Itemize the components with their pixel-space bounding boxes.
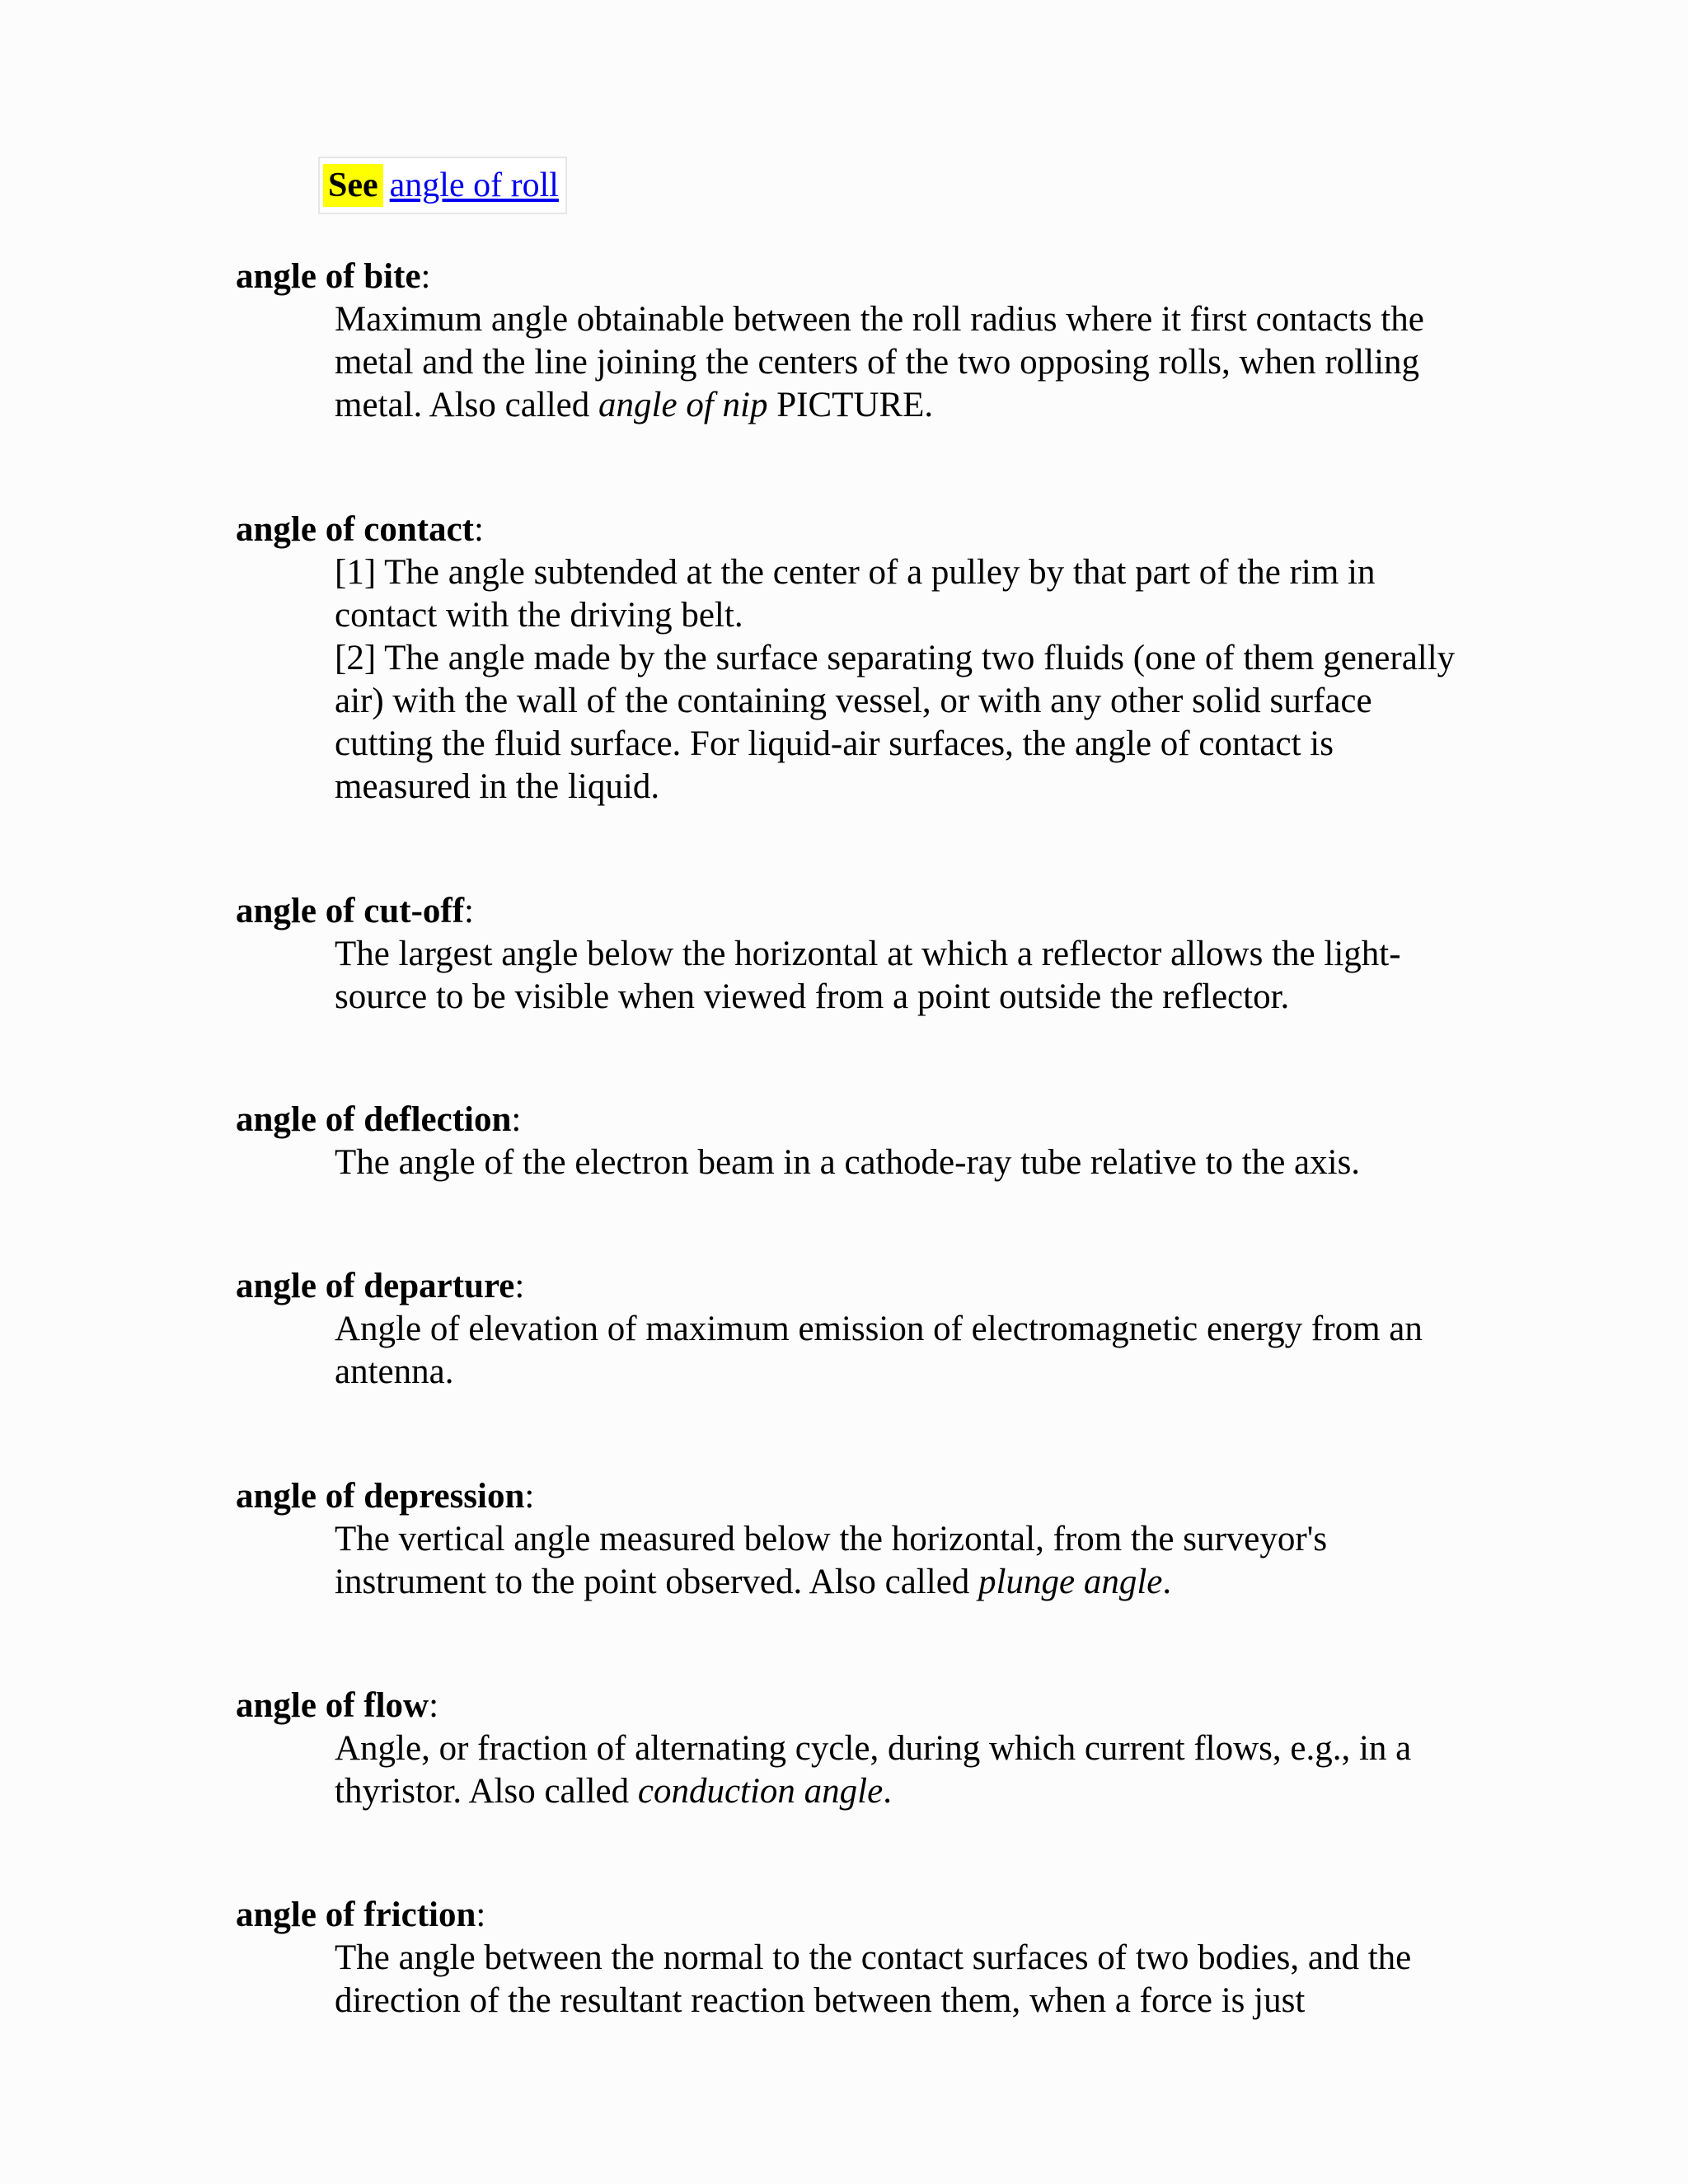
entry-definition <box>335 933 1472 1019</box>
definition-text: The angle between the normal to the contact surfaces of two bodies, and the direction of the resultant reaction between them, when a force is just <box>335 1938 1412 2020</box>
entry-definition <box>335 1141 1472 1184</box>
term-colon: : <box>429 1686 439 1725</box>
entry-angle-of-bite <box>236 255 1456 427</box>
entry-angle-of-friction <box>236 1894 1456 2022</box>
entry-angle-of-cut-off <box>236 890 1456 1019</box>
entry-definition <box>335 1308 1472 1394</box>
definition-text: Maximum angle obtainable between the roll radius where it first contacts the metal and the line joining the centers of the two opposing rolls, when rolling metal. Also called <box>335 300 1424 424</box>
term-colon: : <box>524 1477 535 1516</box>
definition-text: Angle, or fraction of alternating cycle, during which current flows, e.g., in a thyristor. Also called <box>335 1729 1412 1811</box>
entry-definition <box>335 1727 1472 1813</box>
term-text: angle of bite <box>236 257 421 296</box>
term-text: angle of friction <box>236 1896 476 1934</box>
entry-definition <box>335 551 1472 808</box>
definition-sense-1: [1] The angle subtended at the center of a pulley by that part of the rim in contact with the driving belt. <box>335 553 1376 635</box>
term-text: angle of contact <box>236 510 474 549</box>
term-colon: : <box>474 510 484 549</box>
term-colon: : <box>420 257 431 296</box>
term-text: angle of flow <box>236 1686 429 1725</box>
term-colon: : <box>511 1100 522 1139</box>
entry-term <box>236 1475 1456 1518</box>
entry-term <box>236 1894 1456 1937</box>
term-text: angle of deflection <box>236 1100 512 1139</box>
definition-text-end: . <box>883 1772 892 1811</box>
definition-text: The angle of the electron beam in a cathode-ray tube relative to the axis. <box>335 1143 1361 1182</box>
entry-term <box>236 890 1456 933</box>
see-also-box <box>318 157 567 214</box>
entry-definition <box>335 1937 1472 2022</box>
entry-term <box>236 255 1456 298</box>
definition-italic: plunge angle <box>978 1563 1163 1601</box>
entry-term <box>236 1685 1456 1727</box>
entry-angle-of-contact <box>236 509 1456 808</box>
term-colon: : <box>514 1267 525 1305</box>
term-text: angle of departure <box>236 1267 515 1305</box>
entry-angle-of-depression <box>236 1475 1456 1604</box>
term-text: angle of cut-off <box>236 892 465 930</box>
entry-angle-of-departure <box>236 1265 1456 1394</box>
definition-italic: angle of nip <box>598 386 768 424</box>
see-link-angle-of-roll[interactable]: angle of roll <box>389 166 559 204</box>
entry-definition <box>335 298 1472 427</box>
entry-angle-of-deflection <box>236 1099 1456 1184</box>
entry-angle-of-flow <box>236 1685 1456 1813</box>
definition-text-end: PICTURE. <box>767 386 934 424</box>
entry-definition <box>335 1518 1472 1604</box>
definition-italic: conduction angle <box>637 1772 884 1811</box>
see-label: See <box>323 164 383 207</box>
term-text: angle of depression <box>236 1477 525 1516</box>
definition-sense-2: [2] The angle made by the surface separating two fluids (one of them generally air) with the wall of the containing vessel, or with any other solid surface cutting the fluid surface. For liquid-air surfaces, the angle of contact is measured in the liquid. <box>335 639 1456 806</box>
definition-text-end: . <box>1162 1563 1172 1601</box>
term-colon: : <box>464 892 474 930</box>
term-colon: : <box>476 1896 486 1934</box>
entry-term <box>236 509 1456 551</box>
entry-term <box>236 1099 1456 1141</box>
entry-term <box>236 1265 1456 1308</box>
definition-text: The vertical angle measured below the horizontal, from the surveyor's instrument to the point observed. Also called <box>335 1520 1328 1601</box>
definition-text: The largest angle below the horizontal at which a reflector allows the light- source to be visible when viewed from a point outside the reflector. <box>335 935 1401 1016</box>
definition-text: Angle of elevation of maximum emission of electromagnetic energy from an antenna. <box>335 1310 1423 1391</box>
